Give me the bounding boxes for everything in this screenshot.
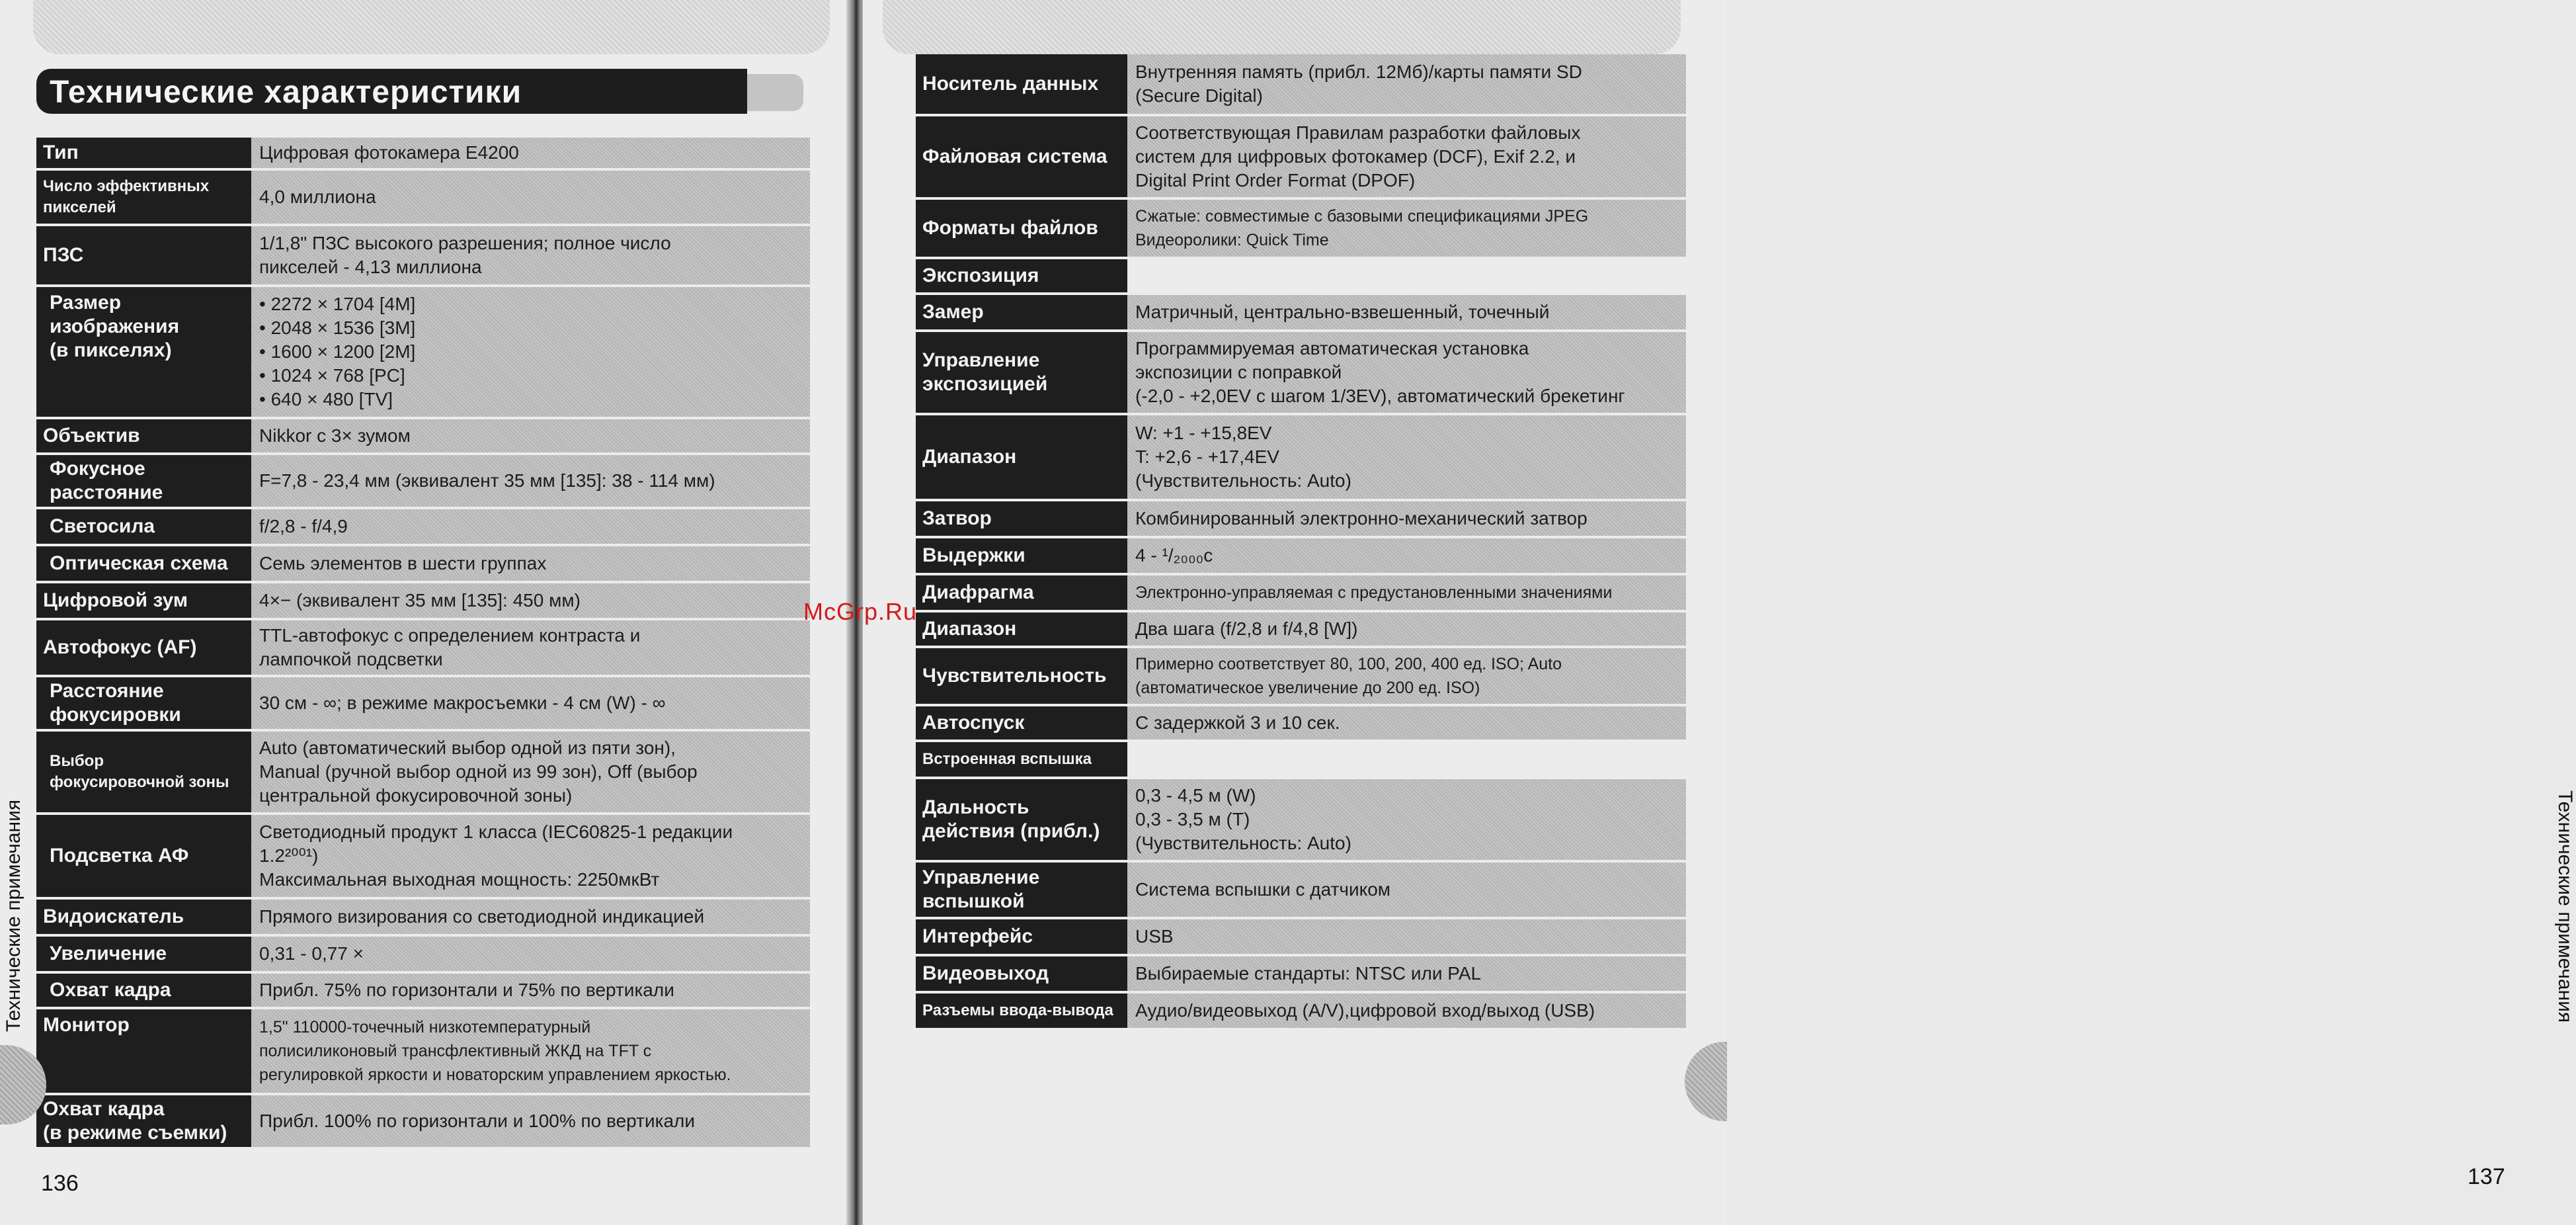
title-bar <box>36 69 747 114</box>
spec-row <box>916 706 1686 739</box>
spec-value: F=7,8 - 23,4 мм (эквивалент 35 мм [135]: 38 - 114 мм) <box>251 455 810 507</box>
spec-row <box>916 993 1686 1028</box>
spec-row <box>36 732 810 812</box>
spec-value: Nikkor с 3× зумом <box>251 419 810 452</box>
spec-value: Электронно-управляемая с предустановленными значениями <box>1127 575 1686 610</box>
spec-label: Файловая система <box>916 116 1127 197</box>
spec-label: Диапазон <box>916 415 1127 499</box>
spec-value: 0,3 - 4,5 м (W) 0,3 - 3,5 м (T) (Чувствительность: Auto) <box>1127 779 1686 860</box>
left-page <box>0 0 850 1225</box>
spec-row <box>916 332 1686 413</box>
page-number: 137 <box>2468 1164 2505 1189</box>
spec-value: С задержкой 3 и 10 сек. <box>1127 706 1686 739</box>
spec-label: Фокусное расстояние <box>36 455 251 507</box>
spec-value: Прибл. 75% по горизонтали и 75% по вертикали <box>251 974 810 1007</box>
spec-row <box>36 419 810 452</box>
spec-value: Программируемая автоматическая установка экспозиции с поправкой (-2,0 - +2,0EV с шагом 1/3EV), автоматический брекетинг <box>1127 332 1686 413</box>
spec-value: Выбираемые стандарты: NTSC или PAL <box>1127 956 1686 991</box>
spec-row <box>916 295 1686 329</box>
spec-label: Управление экспозицией <box>916 332 1127 413</box>
spec-label: Оптическая схема <box>36 546 251 581</box>
spec-label: Дальность действия (прибл.) <box>916 779 1127 860</box>
spec-row <box>36 1009 810 1093</box>
spec-row <box>916 116 1686 197</box>
spec-value: Комбинированный электронно-механический затвор <box>1127 501 1686 536</box>
page-number: 136 <box>41 1171 79 1196</box>
spec-row <box>916 54 1686 114</box>
spec-row <box>36 546 810 581</box>
spec-label: Охват кадра <box>36 974 251 1007</box>
spec-value: • 2272 × 1704 [4M] • 2048 × 1536 [3M] • 1600 × 1200 [2M] • 1024 × 768 [PC] • 640 × 480 [TV] <box>251 287 810 417</box>
spec-value: 4,0 миллиона <box>251 171 810 224</box>
spec-label: Подсветка АФ <box>36 815 251 897</box>
spec-value: 1,5" 110000-точечный низкотемпературный полисиликоновый трансфлективный ЖКД на TFT с регулировкой яркости и новаторским управлением яркостью. <box>251 1009 810 1093</box>
spec-label: Выбор фокусировочной зоны <box>36 732 251 812</box>
spec-label: Видоискатель <box>36 900 251 934</box>
spec-row <box>916 956 1686 991</box>
spec-value: Прибл. 100% по горизонтали и 100% по вертикали <box>251 1095 810 1147</box>
spec-label: Встроенная вспышка <box>916 742 1127 777</box>
spec-label: Объектив <box>36 419 251 452</box>
spec-row <box>36 937 810 971</box>
spec-row <box>36 171 810 224</box>
spec-label: Видеовыход <box>916 956 1127 991</box>
spec-value: Прямого визирования со светодиодной индикацией <box>251 900 810 934</box>
spec-value: TTL-автофокус с определением контраста и лампочкой подсветки <box>251 620 810 675</box>
spec-label: Замер <box>916 295 1127 329</box>
top-decoration-band <box>883 0 1681 54</box>
spec-value: 1/1,8" ПЗС высокого разрешения; полное число пикселей - 4,13 миллиона <box>251 226 810 284</box>
spec-value: Цифровая фотокамера E4200 <box>251 138 810 168</box>
spec-value: Два шага (f/2,8 и f/4,8 [W]) <box>1127 612 1686 646</box>
side-section-label-text: Технические примечания <box>3 799 24 1032</box>
spec-row <box>36 815 810 897</box>
spec-label: Цифровой зум <box>36 583 251 618</box>
spec-label: Диафрагма <box>916 575 1127 610</box>
spec-row <box>916 538 1686 573</box>
top-decoration-band <box>33 0 830 54</box>
spec-table-right <box>916 54 1686 1031</box>
spec-value: Соответствующая Правилам разработки файловых систем для цифровых фотокамер (DCF), Exif 2.2, и Digital Print Order Format (DPOF) <box>1127 116 1686 197</box>
spec-value: Светодиодный продукт 1 класса (IEC60825-1 редакции 1.2²⁰⁰¹) Максимальная выходная мощность: 2250мкВт <box>251 815 810 897</box>
spec-value: 0,31 - 0,77 × <box>251 937 810 971</box>
spec-row <box>916 575 1686 610</box>
watermark: McGrp.Ru <box>803 598 918 625</box>
spec-label: Разъемы ввода-вывода <box>916 993 1127 1028</box>
spec-label: Носитель данных <box>916 54 1127 114</box>
spec-row <box>916 501 1686 536</box>
spec-value: Внутренняя память (прибл. 12Мб)/карты памяти SD (Secure Digital) <box>1127 54 1686 114</box>
spec-label: Увеличение <box>36 937 251 971</box>
spec-row <box>916 415 1686 499</box>
spec-row <box>916 648 1686 704</box>
title-bar-tail <box>747 74 803 111</box>
spec-label: Форматы файлов <box>916 200 1127 257</box>
spec-row <box>36 900 810 934</box>
spec-label: Число эффективных пикселей <box>36 171 251 224</box>
spec-row <box>36 138 810 168</box>
spec-row <box>36 455 810 507</box>
spec-label: Охват кадра (в режиме съемки) <box>36 1095 251 1147</box>
spec-value: Сжатые: совместимые с базовыми спецификациями JPEG Видеоролики: Quick Time <box>1127 200 1686 257</box>
spec-value: Примерно соответствует 80, 100, 200, 400 ед. ISO; Auto (автоматическое увеличение до 200 ед. ISO) <box>1127 648 1686 704</box>
spec-value: Аудио/видеовыход (A/V),цифровой вход/выход (USB) <box>1127 993 1686 1028</box>
spec-row <box>916 863 1686 917</box>
spec-row <box>916 919 1686 954</box>
spec-row <box>36 226 810 284</box>
spec-label: Размер изображения (в пикселях) <box>36 287 251 417</box>
spec-label: Выдержки <box>916 538 1127 573</box>
spec-label: Светосила <box>36 509 251 544</box>
page-title: Технические характеристики <box>50 75 522 110</box>
spec-label: Интерфейс <box>916 919 1127 954</box>
spec-value <box>1127 259 1686 292</box>
spec-value: 30 см - ∞; в режиме макросъемки - 4 см (W) - ∞ <box>251 677 810 729</box>
spec-value: 4×− (эквивалент 35 мм [135]: 450 мм) <box>251 583 810 618</box>
spec-value: f/2,8 - f/4,9 <box>251 509 810 544</box>
right-page <box>863 0 2576 1225</box>
spec-row <box>916 259 1686 292</box>
side-section-label-text: Технические примечания <box>2554 790 2576 1023</box>
spec-label: Автоспуск <box>916 706 1127 739</box>
spec-value: W: +1 - +15,8EV T: +2,6 - +17,4EV (Чувствительность: Auto) <box>1127 415 1686 499</box>
spec-value: Матричный, центрально-взвешенный, точечный <box>1127 295 1686 329</box>
spec-row <box>916 612 1686 646</box>
spec-label: Автофокус (AF) <box>36 620 251 675</box>
spec-row <box>916 742 1686 777</box>
spec-value: Система вспышки с датчиком <box>1127 863 1686 917</box>
spec-row <box>36 287 810 417</box>
spec-row <box>36 677 810 729</box>
spec-row <box>36 1095 810 1147</box>
spec-label: Диапазон <box>916 612 1127 646</box>
spec-row <box>916 779 1686 860</box>
spec-value: Auto (автоматический выбор одной из пяти зон), Manual (ручной выбор одной из 99 зон), Off (выбор центральной фокусировочной зоны) <box>251 732 810 812</box>
spec-row <box>916 200 1686 257</box>
spec-value <box>1127 742 1686 777</box>
spec-label: Тип <box>36 138 251 168</box>
spec-label: Управление вспышкой <box>916 863 1127 917</box>
spec-row <box>36 509 810 544</box>
spec-label: Расстояние фокусировки <box>36 677 251 729</box>
spec-row <box>36 620 810 675</box>
spec-label: ПЗС <box>36 226 251 284</box>
spec-value: USB <box>1127 919 1686 954</box>
spec-label: Чувствительность <box>916 648 1127 704</box>
spec-label: Затвор <box>916 501 1127 536</box>
spec-value: Семь элементов в шести группах <box>251 546 810 581</box>
spec-value: 4 - ¹/₂₀₀₀с <box>1127 538 1686 573</box>
spec-row <box>36 583 810 618</box>
spec-row <box>36 974 810 1007</box>
spec-table-left <box>36 138 810 1150</box>
spec-label: Монитор <box>36 1009 251 1093</box>
spec-label: Экспозиция <box>916 259 1127 292</box>
